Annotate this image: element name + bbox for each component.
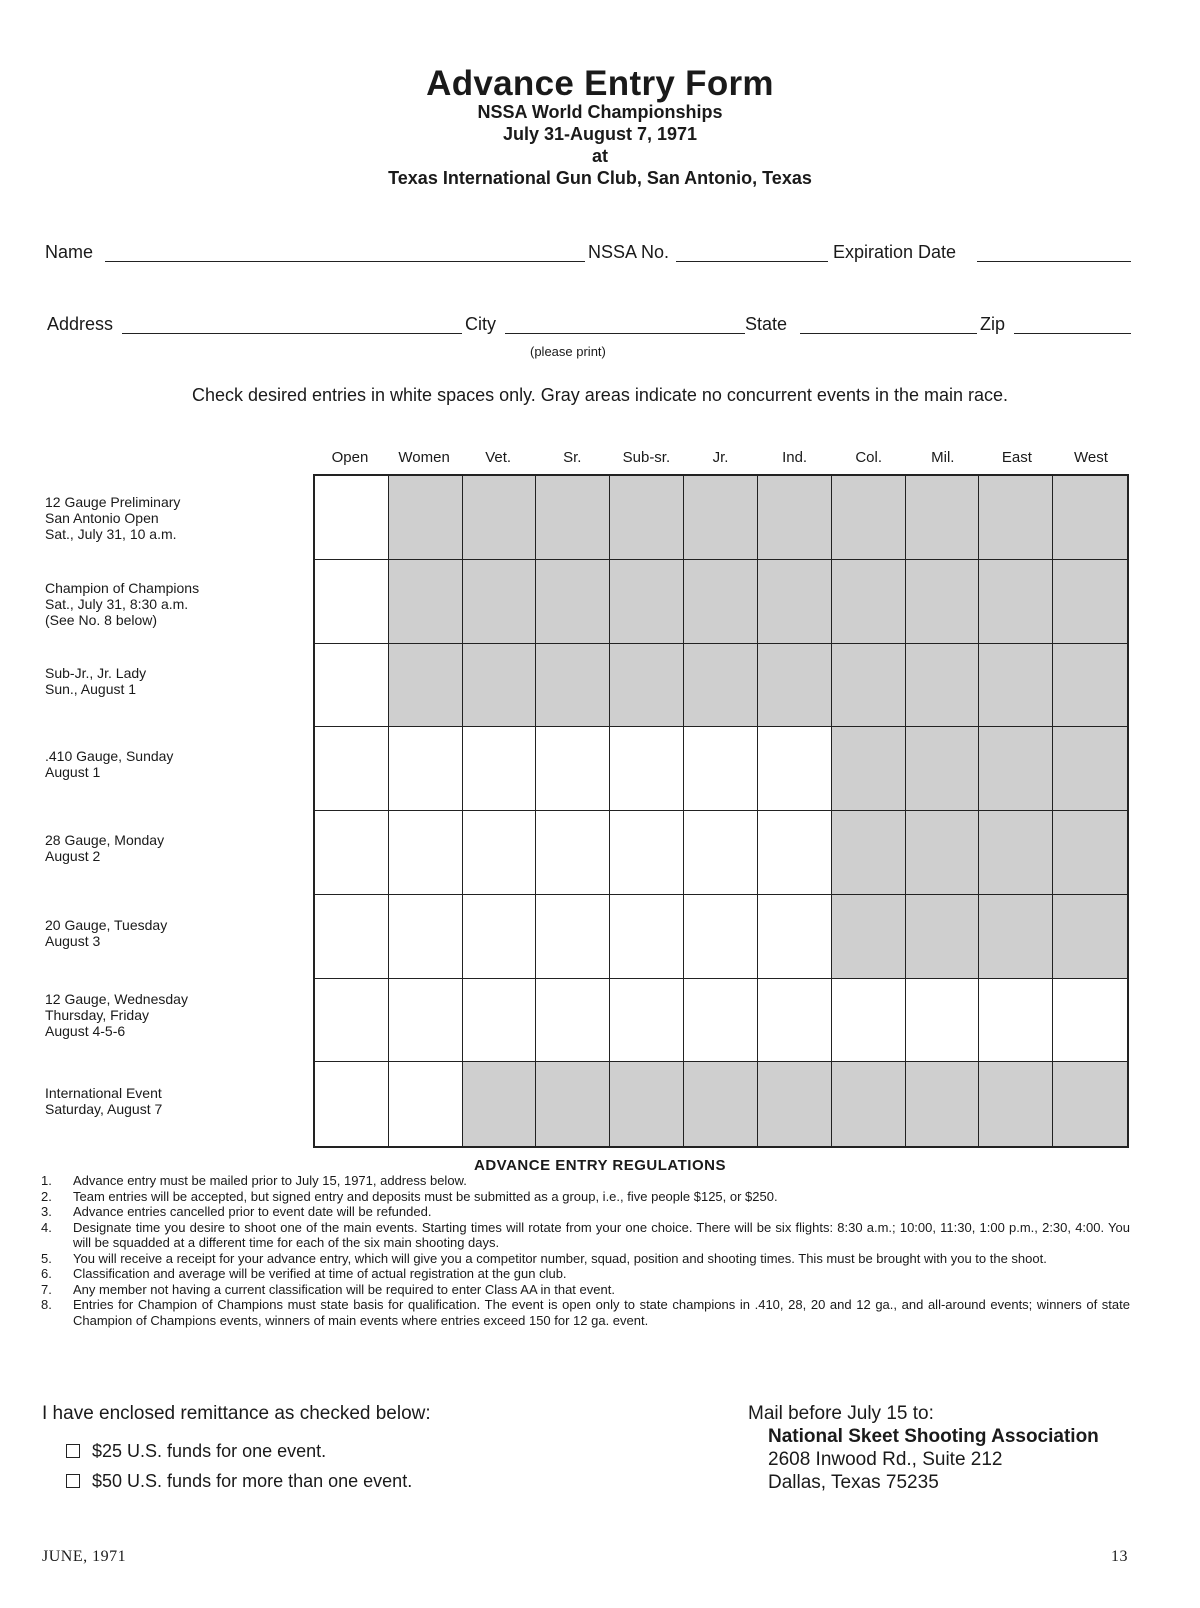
column-header: Mil.	[931, 449, 955, 466]
entry-cell-blocked	[832, 811, 906, 895]
entry-cell-blocked	[1053, 895, 1127, 979]
entry-cell-blocked	[832, 895, 906, 979]
expiration-field[interactable]	[977, 261, 1131, 262]
entry-cell[interactable]	[536, 811, 610, 895]
zip-field[interactable]	[1014, 333, 1131, 334]
regulation-number: 8.	[41, 1297, 52, 1312]
column-header: Col.	[855, 449, 883, 466]
entry-cell[interactable]	[315, 476, 389, 560]
mail-street: 2608 Inwood Rd., Suite 212	[768, 1449, 1003, 1470]
regulations-list	[38, 1173, 1130, 1328]
event-row-label	[45, 1085, 295, 1117]
regulation-item	[38, 1220, 1130, 1251]
entry-cell-blocked	[832, 644, 906, 728]
entry-cell[interactable]	[536, 727, 610, 811]
event-row-label	[45, 494, 295, 542]
event-row-label-line: 28 Gauge, Monday	[45, 832, 165, 848]
entry-cell-blocked	[684, 560, 758, 644]
entry-cell[interactable]	[832, 979, 906, 1063]
regulation-number: 6.	[41, 1266, 52, 1281]
event-row-label-line: 12 Gauge Preliminary	[45, 494, 181, 510]
entry-cell[interactable]	[463, 811, 537, 895]
entry-cell-blocked	[463, 644, 537, 728]
event-row-label-line: Thursday, Friday	[45, 1007, 149, 1023]
entry-cell-blocked	[979, 727, 1053, 811]
city-field[interactable]	[505, 333, 745, 334]
entry-cell-blocked	[684, 644, 758, 728]
entry-cell[interactable]	[463, 979, 537, 1063]
checkbox[interactable]	[66, 1444, 80, 1458]
entry-cell-blocked	[1053, 1062, 1127, 1146]
entry-cell[interactable]	[684, 727, 758, 811]
regulation-item	[38, 1297, 1130, 1328]
form-title: Advance Entry Form	[426, 64, 774, 103]
entry-grid	[313, 474, 1129, 1148]
zip-label: Zip	[980, 314, 1006, 334]
entry-cell[interactable]	[906, 979, 980, 1063]
entry-cell-blocked	[684, 476, 758, 560]
entry-cell[interactable]	[536, 979, 610, 1063]
event-row-label	[45, 665, 295, 697]
regulation-text: You will receive a receipt for your advance entry, which will give you a competitor number, squad, position and shooting times. This must be brought with you to the shoot.	[73, 1250, 1047, 1266]
expiration-label: Expiration Date	[833, 242, 957, 262]
entry-cell-blocked	[1053, 560, 1127, 644]
entry-cell-blocked	[979, 1062, 1053, 1146]
name-field[interactable]	[105, 261, 585, 262]
entry-cell-blocked	[610, 644, 684, 728]
event-row-label-line: Sat., July 31, 8:30 a.m.	[45, 596, 189, 612]
entry-cell-blocked	[832, 1062, 906, 1146]
regulation-text: Advance entry must be mailed prior to July 15, 1971, address below.	[73, 1173, 467, 1188]
regulation-item	[38, 1189, 1130, 1205]
entry-cell[interactable]	[758, 811, 832, 895]
event-row-label-line: August 3	[45, 933, 101, 949]
column-header: Women	[398, 449, 450, 466]
column-header: Sr.	[563, 449, 582, 466]
entry-cell-blocked	[463, 476, 537, 560]
entry-cell[interactable]	[315, 727, 389, 811]
event-row-label-line: International Event	[45, 1085, 162, 1101]
regulation-item	[38, 1251, 1130, 1267]
entry-cell-blocked	[979, 644, 1053, 728]
entry-cell-blocked	[1053, 476, 1127, 560]
entry-cell[interactable]	[684, 979, 758, 1063]
mail-org: National Skeet Shooting Association	[768, 1426, 1099, 1447]
event-row-label	[45, 580, 295, 628]
entry-cell-blocked	[536, 1062, 610, 1146]
entry-cell[interactable]	[758, 895, 832, 979]
regulation-item	[38, 1282, 1130, 1298]
regulation-number: 5.	[41, 1250, 52, 1266]
entry-cell-blocked	[906, 644, 980, 728]
column-header: Vet.	[485, 449, 512, 466]
event-row-label-line: 20 Gauge, Tuesday	[45, 917, 168, 933]
option-label: $25 U.S. funds for one event.	[92, 1441, 327, 1461]
entry-cell[interactable]	[684, 895, 758, 979]
entry-cell-blocked	[536, 476, 610, 560]
entry-cell[interactable]	[389, 979, 463, 1063]
entry-cell[interactable]	[463, 895, 537, 979]
column-header: East	[1001, 449, 1032, 466]
entry-cell[interactable]	[315, 560, 389, 644]
entry-cell-blocked	[610, 560, 684, 644]
option-label: $50 U.S. funds for more than one event.	[92, 1471, 413, 1491]
entry-cell-blocked	[758, 476, 832, 560]
event-venue: Texas International Gun Club, San Antonio, Texas	[388, 168, 812, 188]
city-label: City	[465, 314, 496, 334]
nssa-no-label: NSSA No.	[588, 242, 670, 262]
entry-cell[interactable]	[315, 811, 389, 895]
entry-cell-blocked	[536, 644, 610, 728]
event-row-label-line: 12 Gauge, Wednesday	[45, 991, 188, 1007]
regulation-item	[38, 1173, 1130, 1189]
event-row-label-line: Sun., August 1	[45, 681, 137, 697]
regulation-text: Any member not having a current classification will be required to enter Class AA in that event.	[73, 1281, 615, 1297]
event-row-label	[45, 748, 295, 780]
entry-cell[interactable]	[758, 727, 832, 811]
regulation-number: 3.	[41, 1204, 52, 1219]
entry-cell-blocked	[906, 476, 980, 560]
entry-cell-blocked	[832, 727, 906, 811]
event-row-label-line: August 1	[45, 764, 101, 780]
address-label: Address	[47, 314, 114, 334]
entry-cell-blocked	[389, 560, 463, 644]
event-row-label	[45, 832, 295, 864]
event-row-label-line: San Antonio Open	[45, 510, 159, 526]
mail-city: Dallas, Texas 75235	[768, 1472, 939, 1493]
state-field[interactable]	[800, 333, 977, 334]
entry-cell-blocked	[1053, 644, 1127, 728]
remittance-label: I have enclosed remittance as checked below:	[42, 1403, 431, 1424]
regulations-title: ADVANCE ENTRY REGULATIONS	[474, 1157, 726, 1174]
entry-cell-blocked	[610, 476, 684, 560]
name-label: Name	[45, 242, 94, 262]
remittance-option-multi-event[interactable]	[66, 1471, 412, 1492]
entry-cell-blocked	[906, 811, 980, 895]
entry-cell[interactable]	[315, 979, 389, 1063]
entry-cell-blocked	[463, 560, 537, 644]
footer-date: JUNE, 1971	[42, 1548, 127, 1565]
state-label: State	[745, 314, 788, 334]
event-row-label-line: Sat., July 31, 10 a.m.	[45, 526, 177, 542]
entry-cell[interactable]	[610, 979, 684, 1063]
event-row-label-line: August 4-5-6	[45, 1023, 126, 1039]
event-row-label-line: Champion of Champions	[45, 580, 200, 596]
regulation-text: Entries for Champion of Champions must state basis for qualification. The event is open only to state champions in .410, 28, 20 and 12 ga., and all-around events; winners of state Champion of Champions events, winners of main events where entries exceed 150 for 12 ga. event.	[73, 1297, 1130, 1328]
entry-cell-blocked	[1053, 811, 1127, 895]
regulation-text: Designate time you desire to shoot one of the main events. Starting times will rotate from your one choice. There will be six flights: 8:30 a.m.; 10:00, 11:30, 1:00 p.m., 2:30, 4:00. You will be squadded at a different time for each of the six main shooting days.	[73, 1219, 1130, 1250]
entry-cell-blocked	[463, 1062, 537, 1146]
entry-cell-blocked	[758, 644, 832, 728]
event-row-label-line: August 2	[45, 848, 101, 864]
entry-cell[interactable]	[610, 727, 684, 811]
entry-cell-blocked	[906, 560, 980, 644]
regulation-text: Team entries will be accepted, but signed entry and deposits must be submitted as a group, i.e., five people $125, or $250.	[73, 1188, 778, 1204]
entry-cell[interactable]	[315, 895, 389, 979]
entry-cell-blocked	[758, 560, 832, 644]
remittance-option-one-event[interactable]	[66, 1441, 326, 1462]
regulation-text: Classification and average will be verified at time of actual registration at the gun club.	[73, 1266, 567, 1281]
entry-cell-blocked	[536, 560, 610, 644]
page-number: 13	[1111, 1548, 1128, 1565]
entry-cell[interactable]	[610, 811, 684, 895]
event-row-label-line: (See No. 8 below)	[45, 612, 158, 628]
column-header: West	[1074, 449, 1108, 466]
column-header: Sub-sr.	[622, 449, 671, 466]
entry-cell-blocked	[758, 1062, 832, 1146]
regulation-text: Advance entries cancelled prior to event date will be refunded.	[73, 1204, 432, 1219]
entry-cell-blocked	[979, 476, 1053, 560]
entry-cell[interactable]	[610, 895, 684, 979]
entry-cell-blocked	[979, 895, 1053, 979]
entry-cell-blocked	[906, 727, 980, 811]
entry-cell[interactable]	[1053, 979, 1127, 1063]
entry-cell[interactable]	[979, 979, 1053, 1063]
entry-cell[interactable]	[389, 1062, 463, 1146]
entry-cell-blocked	[832, 476, 906, 560]
event-row-label-line: Sub-Jr., Jr. Lady	[45, 665, 147, 681]
column-header: Jr.	[712, 449, 729, 466]
event-at: at	[591, 146, 608, 166]
regulation-number: 4.	[41, 1219, 52, 1235]
entry-cell[interactable]	[315, 1062, 389, 1146]
event-row-label	[45, 917, 295, 949]
regulation-item	[38, 1266, 1130, 1282]
address-field[interactable]	[122, 333, 462, 334]
event-row-label-line: .410 Gauge, Sunday	[45, 748, 174, 764]
event-row-label-line: Saturday, August 7	[45, 1101, 163, 1117]
instructions: Check desired entries in white spaces only. Gray areas indicate no concurrent events in the main race.	[191, 385, 1009, 405]
please-print-note: (please print)	[530, 344, 606, 359]
entry-cell-blocked	[906, 1062, 980, 1146]
regulation-number: 7.	[41, 1281, 52, 1297]
entry-cell-blocked	[906, 895, 980, 979]
entry-cell-blocked	[979, 811, 1053, 895]
entry-cell[interactable]	[684, 811, 758, 895]
entry-cell-blocked	[979, 560, 1053, 644]
entry-cell-blocked	[389, 476, 463, 560]
event-dates: July 31-August 7, 1971	[502, 124, 698, 144]
entry-cell-blocked	[389, 644, 463, 728]
event-row-label	[45, 991, 295, 1039]
entry-cell[interactable]	[315, 644, 389, 728]
entry-cell[interactable]	[389, 811, 463, 895]
column-header: Open	[331, 449, 369, 466]
entry-cell[interactable]	[536, 895, 610, 979]
entry-cell[interactable]	[389, 895, 463, 979]
regulation-item	[38, 1204, 1130, 1220]
regulation-number: 1.	[41, 1173, 52, 1188]
entry-cell-blocked	[1053, 727, 1127, 811]
entry-cell-blocked	[684, 1062, 758, 1146]
nssa-no-field[interactable]	[676, 261, 828, 262]
entry-cell-blocked	[610, 1062, 684, 1146]
regulation-number: 2.	[41, 1188, 52, 1204]
entry-cell[interactable]	[389, 727, 463, 811]
entry-cell-blocked	[832, 560, 906, 644]
mail-label: Mail before July 15 to:	[748, 1403, 934, 1424]
checkbox[interactable]	[66, 1474, 80, 1488]
entry-cell[interactable]	[758, 979, 832, 1063]
entry-cell[interactable]	[463, 727, 537, 811]
column-header: Ind.	[782, 449, 808, 466]
event-name: NSSA World Championships	[477, 102, 723, 122]
